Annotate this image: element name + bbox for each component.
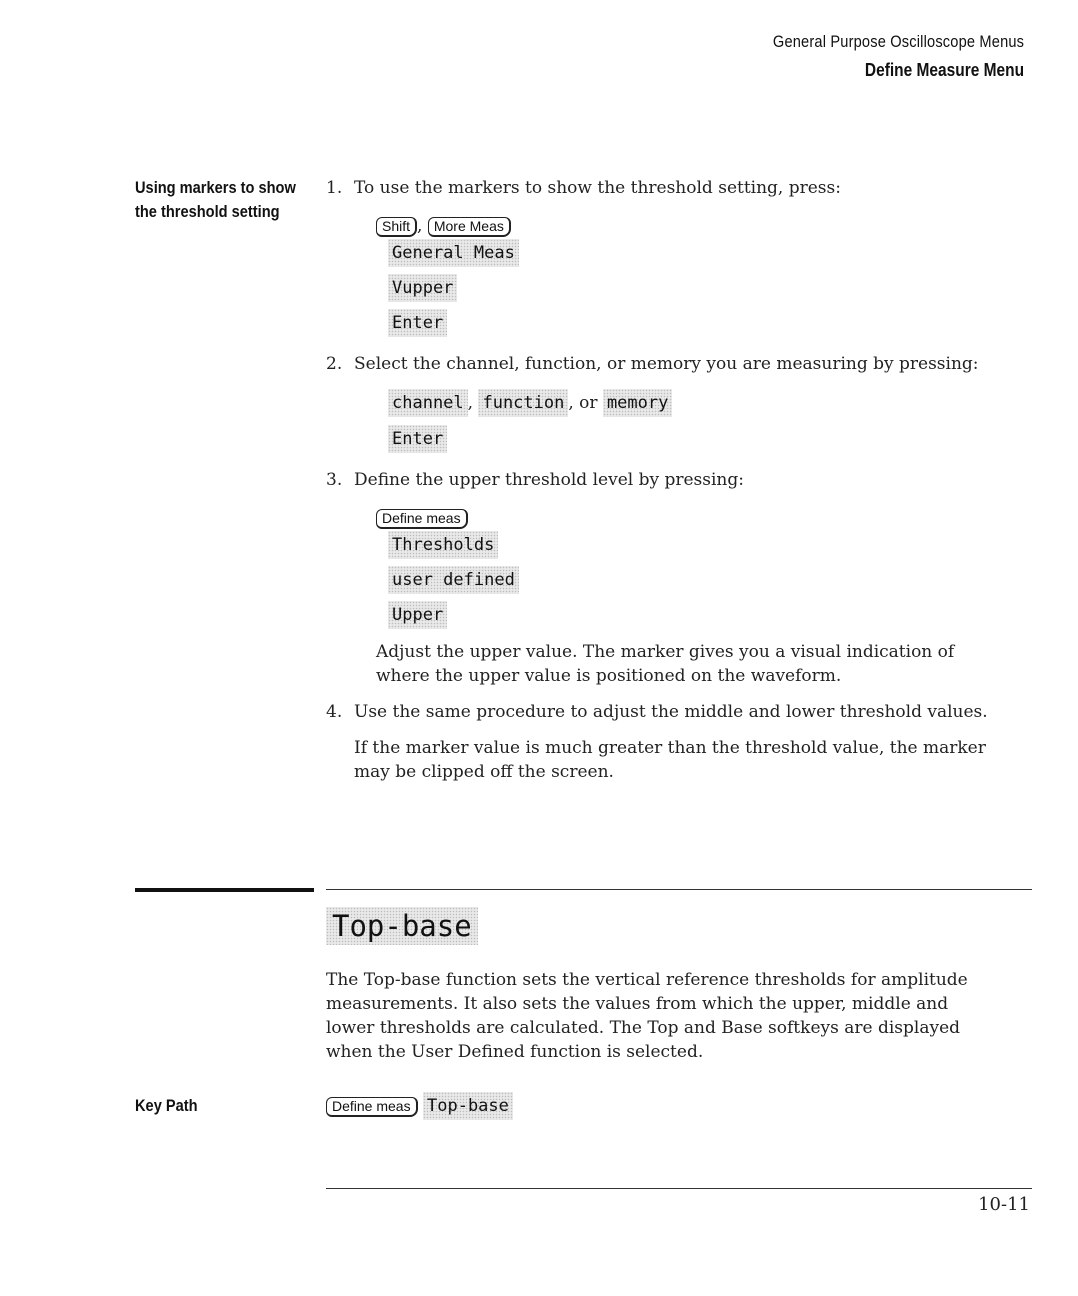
softkey-upper-row [388, 601, 447, 629]
softkey-general-meas[interactable]: General Meas [388, 239, 519, 267]
define-meas-key[interactable]: Define meas [326, 1097, 418, 1117]
key-separator: , [417, 216, 423, 236]
softkey-user-defined[interactable]: user defined [388, 566, 519, 594]
note-line: where the upper value is positioned on the waveform. [376, 666, 842, 686]
key-separator: , [467, 393, 474, 413]
step-4 [326, 700, 988, 724]
step-2-keys [388, 389, 672, 417]
paragraph-line: when the User Defined function is selected. [326, 1042, 704, 1062]
section-title-topbase: Top-base [326, 907, 478, 945]
running-header-section: General Purpose Oscilloscope Menus [772, 32, 1024, 51]
note-line: may be clipped off the screen. [354, 762, 614, 782]
step-text: Use the same procedure to adjust the middle and lower threshold values. [354, 702, 988, 722]
softkey-general-meas-row [388, 239, 519, 267]
section-rule-thin [326, 889, 1032, 890]
key-path [326, 1092, 513, 1120]
step-number: 3. [326, 470, 343, 490]
softkey-enter[interactable]: Enter [388, 309, 447, 337]
note-line: If the marker value is much greater than the threshold value, the marker [354, 738, 986, 758]
side-heading-markers [135, 176, 307, 224]
softkey-user-defined-row [388, 566, 519, 594]
step-number: 2. [326, 354, 343, 374]
running-header-title: Define Measure Menu [864, 60, 1024, 80]
side-heading-line: the threshold setting [135, 202, 280, 221]
softkey-enter[interactable]: Enter [388, 425, 447, 453]
softkey-thresholds[interactable]: Thresholds [388, 531, 498, 559]
step-text: Define the upper threshold level by pressing: [354, 470, 744, 490]
page-number: 10-11 [978, 1194, 1030, 1215]
softkey-channel[interactable]: channel [388, 389, 468, 417]
softkey-memory[interactable]: memory [603, 389, 672, 417]
softkey-vupper-row [388, 274, 457, 302]
topbase-title-wrap [326, 907, 478, 945]
paragraph-line: The Top-base function sets the vertical reference thresholds for amplitude [326, 970, 968, 990]
shift-key[interactable]: Shift [376, 217, 417, 237]
softkey-function[interactable]: function [478, 389, 568, 417]
step-4-note [354, 736, 986, 784]
step-text: To use the markers to show the threshold setting, press: [354, 178, 841, 198]
paragraph-line: measurements. It also sets the values from which the upper, middle and [326, 994, 949, 1014]
step-2 [326, 352, 979, 376]
key-path-label: Key Path [135, 1096, 198, 1115]
side-heading-line: Using markers to show [135, 178, 296, 197]
step-number: 1. [326, 178, 343, 198]
more-meas-key[interactable]: More Meas [428, 217, 511, 237]
section-rule-thick [135, 888, 314, 892]
step-number: 4. [326, 702, 343, 722]
softkey-top-base[interactable]: Top-base [423, 1092, 513, 1120]
note-line: Adjust the upper value. The marker gives you a visual indication of [376, 642, 955, 662]
define-meas-key[interactable]: Define meas [376, 509, 468, 529]
softkey-enter-row [388, 309, 447, 337]
key-separator: , or [568, 393, 598, 413]
footer-rule [326, 1188, 1032, 1189]
topbase-paragraph [326, 968, 968, 1064]
softkey-thresholds-row [388, 531, 498, 559]
step-3 [326, 468, 744, 492]
softkey-vupper[interactable]: Vupper [388, 274, 457, 302]
step-1-hardkeys [376, 214, 511, 238]
step-3-note [376, 640, 954, 688]
step-3-hardkeys [376, 506, 468, 530]
step-1 [326, 176, 841, 200]
paragraph-line: lower thresholds are calculated. The Top and Base softkeys are displayed [326, 1018, 961, 1038]
softkey-upper[interactable]: Upper [388, 601, 447, 629]
step-text: Select the channel, function, or memory you are measuring by pressing: [354, 354, 979, 374]
softkey-enter-2-row [388, 425, 447, 453]
